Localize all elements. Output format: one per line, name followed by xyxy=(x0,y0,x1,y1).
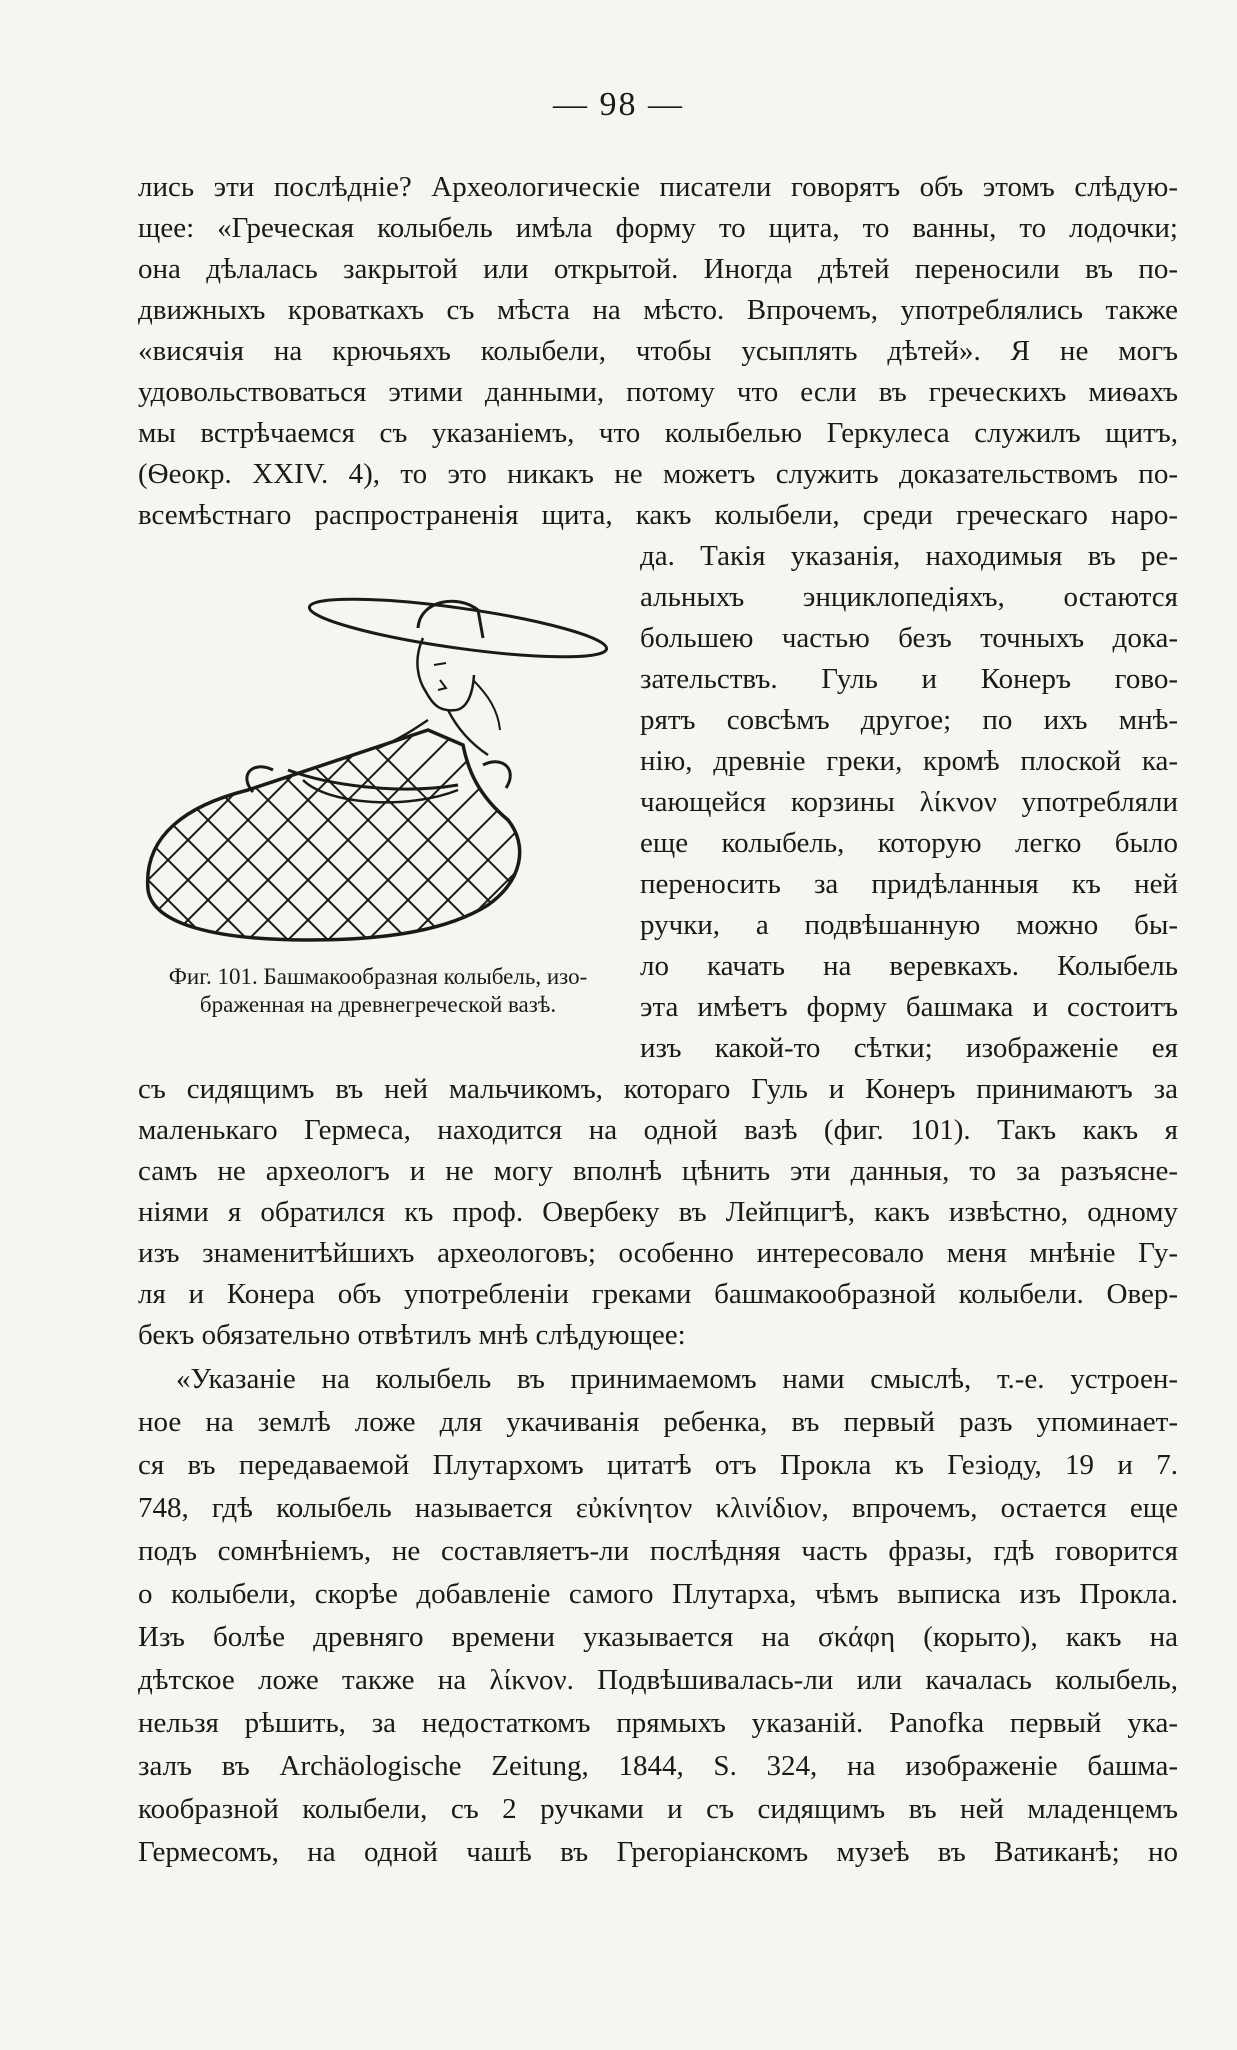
column-line: зательствъ. Гуль и Конеръ гово- xyxy=(640,663,1178,695)
page-number: — 98 — xyxy=(553,86,684,123)
text-line: движныхъ кроваткахъ съ мѣста на мѣсто. Впрочемъ, употреблялись также xyxy=(138,294,1178,326)
text-line: о колыбели, скорѣе добавленіе самого Плутарха, чѣмъ выписка изъ Прокла. xyxy=(138,1578,1178,1610)
figure-caption: Фиг. 101. Башмакообразная колыбель, изо- xyxy=(168,964,588,989)
text-line: дѣтское ложе также на λίκνον. Подвѣшивалась-ли или качалась колыбель, xyxy=(138,1664,1178,1696)
column-line: ручки, а подвѣшанную можно бы- xyxy=(640,909,1178,941)
text-line: (Ѳеокр. XXIV. 4), то это никакъ не можетъ служить доказательствомъ по- xyxy=(138,458,1178,490)
column-line: рятъ совсѣмъ другое; по ихъ мнѣ- xyxy=(640,704,1178,736)
cradle-illustration xyxy=(128,580,628,960)
text-line: ное на землѣ ложе для укачиванія ребенка, въ первый разъ упоминает- xyxy=(138,1406,1178,1438)
text-line: съ сидящимъ въ ней мальчикомъ, котораго Гуль и Конеръ принимаютъ за xyxy=(138,1073,1178,1105)
text-line: нельзя рѣшить, за недостаткомъ прямыхъ указаній. Panofka первый ука- xyxy=(138,1707,1178,1739)
text-line: щее: «Греческая колыбель имѣла форму то щита, то ванны, то лодочки; xyxy=(138,212,1178,244)
text-line: изъ знаменитѣйшихъ археологовъ; особенно интересовало меня мнѣніе Гу- xyxy=(138,1237,1178,1269)
text-line: она дѣлалась закрытой или открытой. Иногда дѣтей переносили въ по- xyxy=(138,253,1178,285)
column-line: эта имѣетъ форму башмака и состоитъ xyxy=(640,991,1178,1023)
column-line: большею частью безъ точныхъ дока- xyxy=(640,622,1178,654)
text-line: самъ не археологъ и не могу вполнѣ цѣнить эти данныя, то за разъясне- xyxy=(138,1155,1178,1187)
text-line: бекъ обязательно отвѣтилъ мнѣ слѣдующее: xyxy=(138,1319,686,1351)
column-line: нію, древніе греки, кромѣ плоской ка- xyxy=(640,745,1178,777)
text-line: мы встрѣчаемся съ указаніемъ, что колыбелью Геркулеса служилъ щитъ, xyxy=(138,417,1178,449)
column-line: изъ какой-то сѣтки; изображеніе ея xyxy=(640,1032,1178,1064)
text-line: 748, гдѣ колыбель называется εὐκίνητον κλινίδιον, впрочемъ, остается еще xyxy=(138,1492,1178,1524)
text-line: Гермесомъ, на одной чашѣ въ Грегоріанскомъ музеѣ въ Ватиканѣ; но xyxy=(138,1836,1178,1868)
column-line: ло качать на веревкахъ. Колыбель xyxy=(640,950,1178,982)
text-line: подъ сомнѣніемъ, не составляетъ-ли послѣдняя часть фразы, гдѣ говорится xyxy=(138,1535,1178,1567)
text-line: маленькаго Гермеса, находится на одной вазѣ (фиг. 101). Такъ какъ я xyxy=(138,1114,1178,1146)
text-line: лись эти послѣдніе? Археологическіе писатели говорятъ объ этомъ слѣдую- xyxy=(138,171,1178,203)
text-line: ля и Конера объ употребленіи греками башмакообразной колыбели. Овер- xyxy=(138,1278,1178,1310)
text-line: удовольствоваться этими данными, потому что если въ греческихъ миѳахъ xyxy=(138,376,1178,408)
text-line: ся въ передаваемой Плутархомъ цитатѣ отъ Прокла къ Гезіоду, 19 и 7. xyxy=(138,1449,1178,1481)
text-line: залъ въ Archäologische Zeitung, 1844, S. 324, на изображеніе башма- xyxy=(138,1750,1178,1782)
column-line: альныхъ энциклопедіяхъ, остаются xyxy=(640,581,1178,613)
column-line: еще колыбель, которую легко было xyxy=(640,827,1178,859)
text-line: «Указаніе на колыбель въ принимаемомъ нами смыслѣ, т.-е. устроен- xyxy=(176,1363,1178,1395)
text-line: ніями я обратился къ проф. Овербеку въ Лейпцигѣ, какъ извѣстно, одному xyxy=(138,1196,1178,1228)
figure-caption: браженная на древнегреческой вазѣ. xyxy=(199,992,557,1017)
text-line: всемѣстнаго распространенія щита, какъ колыбели, среди греческаго наро- xyxy=(138,499,1178,531)
column-line: чающейся корзины λίκνον употребляли xyxy=(640,786,1178,818)
text-line: Изъ болѣе древняго времени указывается на σκάφη (корыто), какъ на xyxy=(138,1621,1178,1653)
column-line: переносить за придѣланныя къ ней xyxy=(640,868,1178,900)
text-line: кообразной колыбели, съ 2 ручками и съ сидящимъ въ ней младенцемъ xyxy=(138,1793,1178,1825)
column-line: да. Такія указанія, находимыя въ ре- xyxy=(640,540,1178,572)
text-line: «висячія на крючьяхъ колыбели, чтобы усыплять дѣтей». Я не могъ xyxy=(138,335,1178,367)
